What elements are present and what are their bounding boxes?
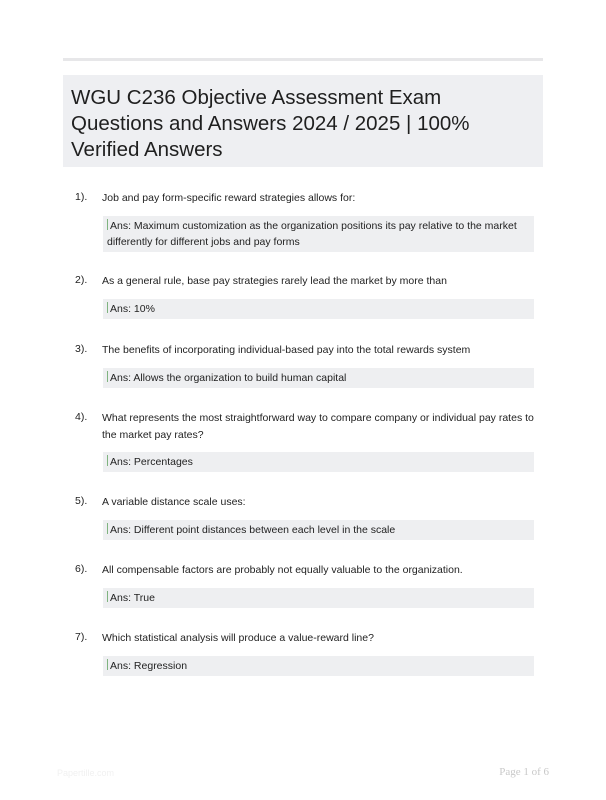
question-number: 2).	[75, 274, 88, 286]
answer-box	[103, 656, 534, 676]
answer-text: Ans: 10%	[110, 303, 155, 315]
answer-marker	[107, 371, 108, 382]
answer-text: Ans: Allows the organization to build human capital	[110, 372, 347, 384]
footer-watermark: Papertille.com	[57, 768, 115, 778]
question-text: As a general rule, base pay strategies rarely lead the market by more than	[102, 275, 447, 287]
answer-box	[103, 299, 534, 319]
question-number: 1).	[75, 191, 88, 203]
question-number: 6).	[75, 563, 88, 575]
answer-text: Ans: Different point distances between each level in the scale	[110, 524, 396, 536]
answer-marker	[107, 302, 108, 313]
document-title: WGU C236 Objective Assessment Exam Questions and Answers 2024 / 2025 | 100% Verified Answers	[71, 86, 470, 161]
answer-box	[103, 588, 534, 608]
question-number: 5).	[75, 495, 88, 507]
answer-text: Ans: Percentages	[110, 456, 193, 468]
answer-box	[103, 520, 534, 540]
question-text: A variable distance scale uses:	[102, 496, 246, 508]
answer-marker	[107, 659, 108, 670]
question-text: What represents the most straightforward way to compare company or individual pay rates to the market pay rates?	[102, 412, 534, 441]
question-text: Which statistical analysis will produce a value-reward line?	[102, 632, 374, 644]
answer-marker	[107, 591, 108, 602]
page-indicator: Page 1 of 6	[499, 766, 549, 778]
question-text: The benefits of incorporating individual-based pay into the total rewards system	[102, 344, 471, 356]
question-text: Job and pay form-specific reward strategies allows for:	[102, 192, 356, 204]
answer-text: Ans: Maximum customization as the organization positions its pay relative to the market differently for different jobs and pay forms	[107, 220, 517, 248]
question-number: 3).	[75, 343, 88, 355]
answer-marker	[107, 455, 108, 466]
answer-marker	[107, 219, 108, 230]
question-text: All compensable factors are probably not equally valuable to the organization.	[102, 564, 463, 576]
question-number: 7).	[75, 631, 88, 643]
answer-marker	[107, 523, 108, 534]
answer-box	[103, 216, 534, 252]
answer-text: Ans: True	[110, 592, 155, 604]
answer-box	[103, 368, 534, 388]
answer-box	[103, 452, 534, 472]
answer-text: Ans: Regression	[110, 660, 188, 672]
question-number: 4).	[75, 411, 88, 423]
